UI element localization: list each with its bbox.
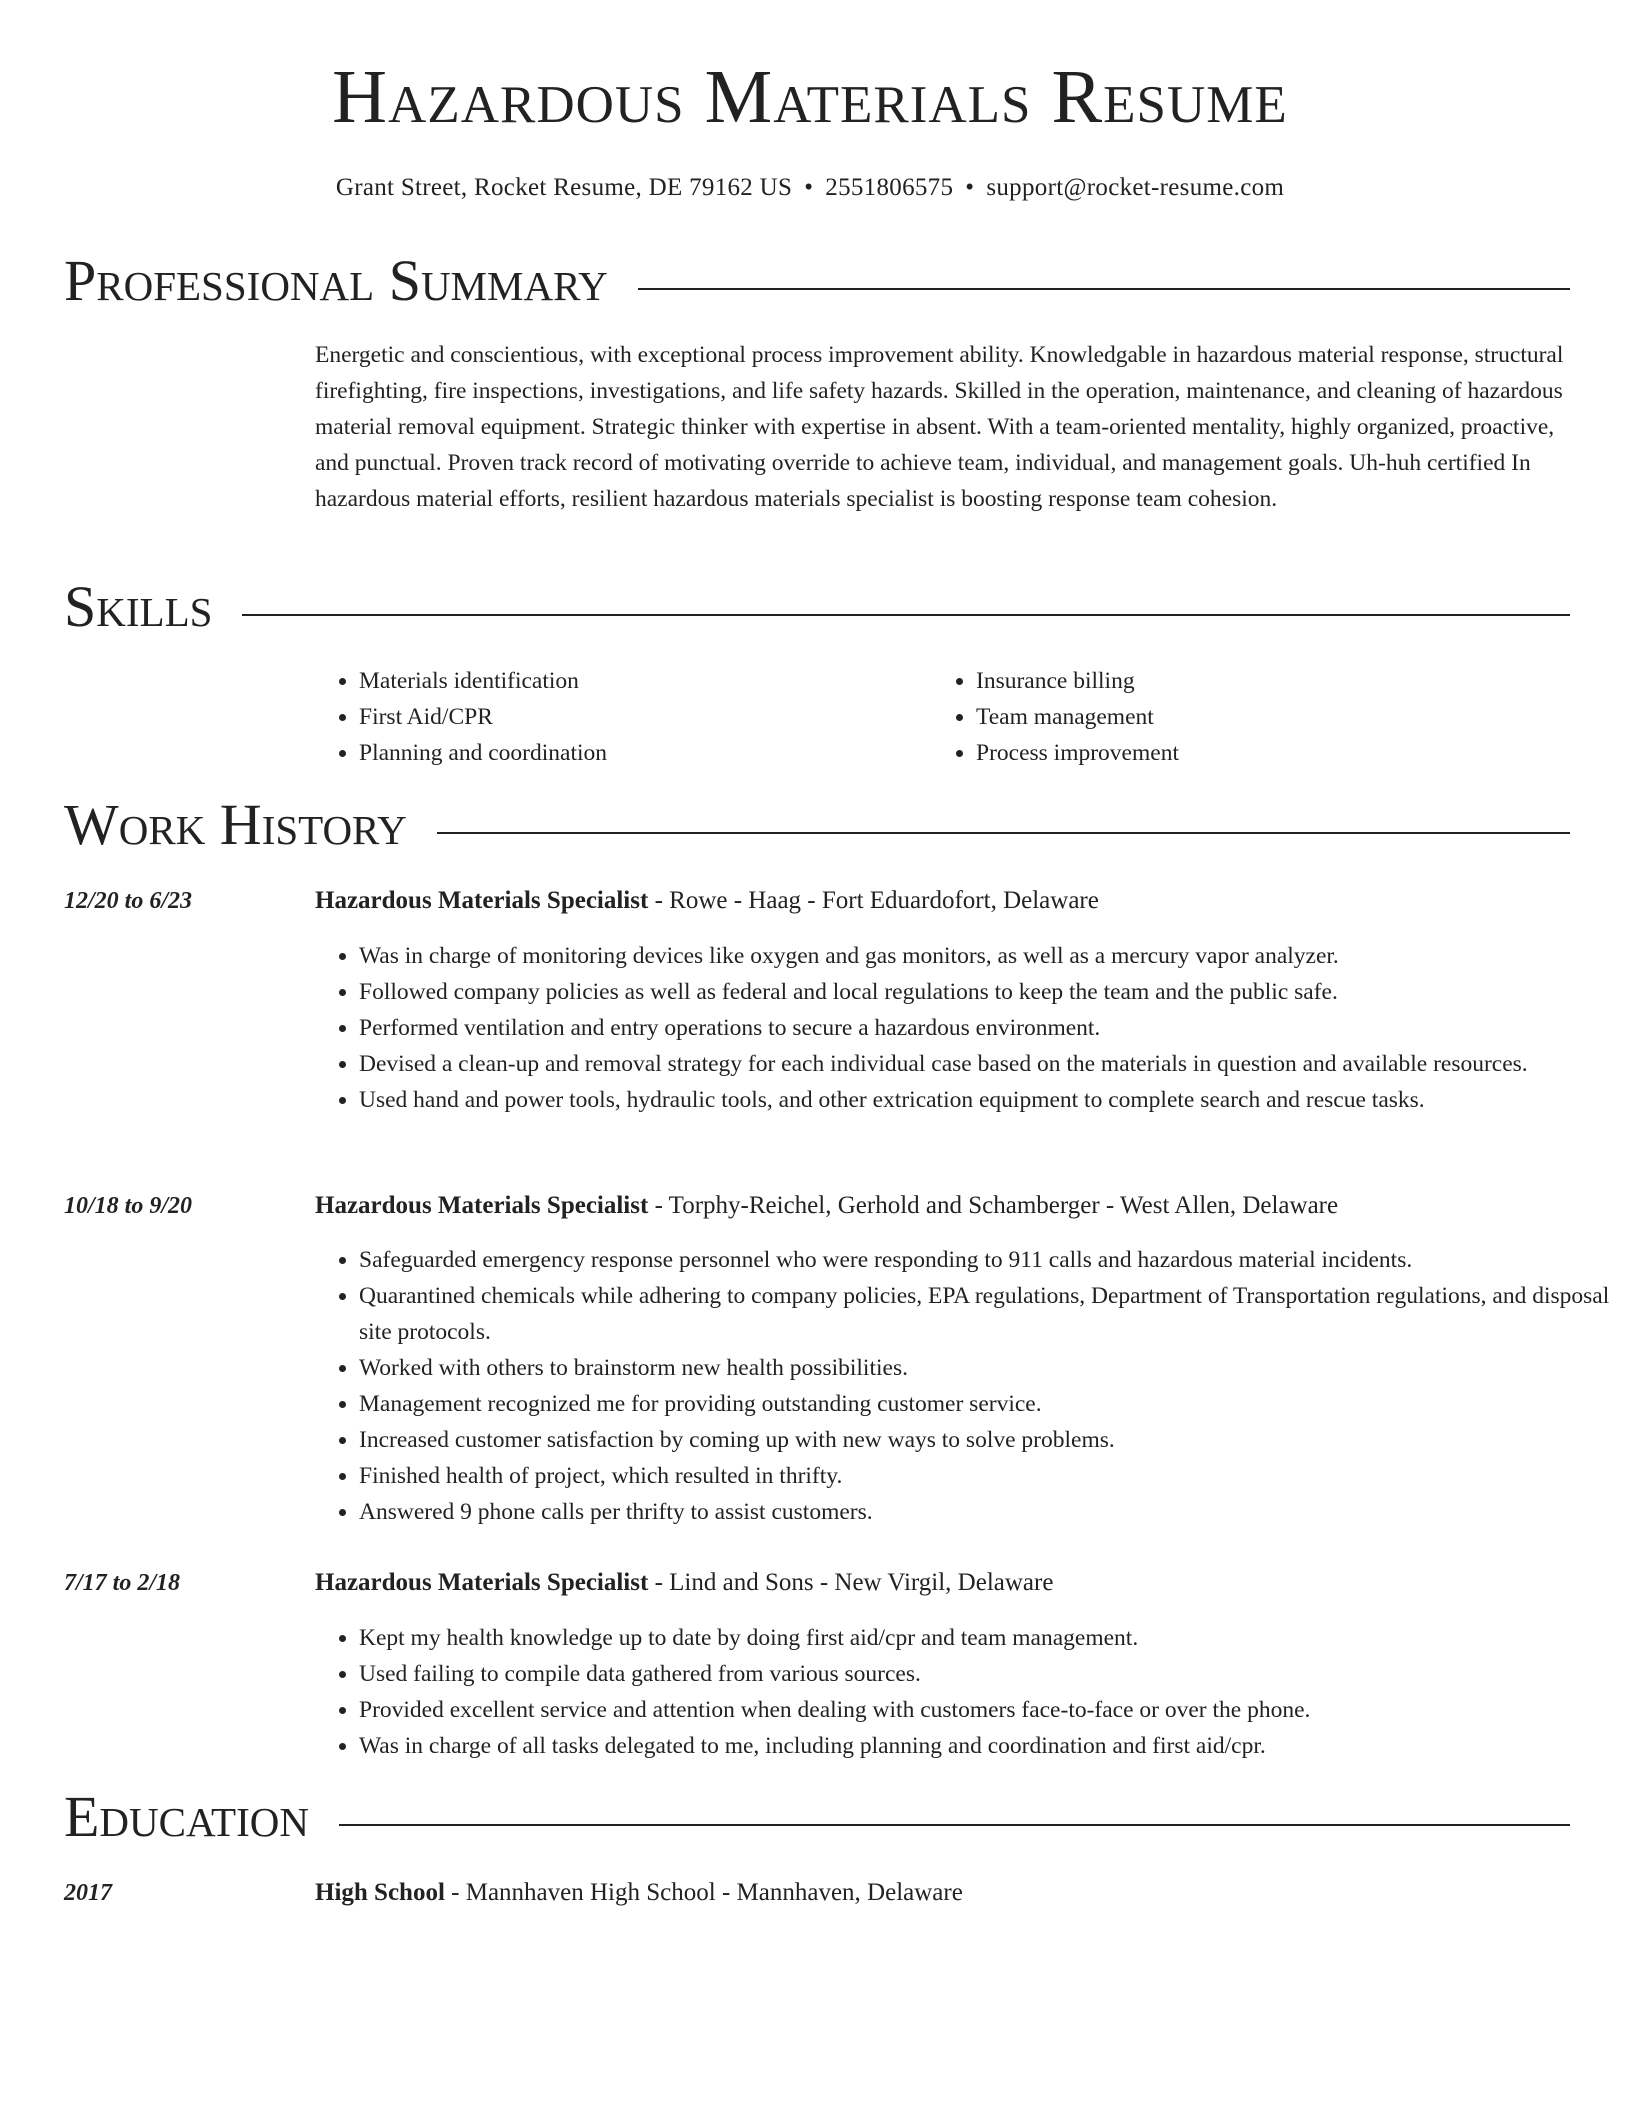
section-header-work xyxy=(64,790,1570,860)
contact-address: Grant Street, Rocket Resume, DE 79162 US xyxy=(335,174,793,201)
job-bullet: • Answered 9 phone calls per thrifty to assist customers. xyxy=(359,1494,1614,1530)
education-details: - Mannhaven High School - Mannhaven, Delaware xyxy=(444,1879,963,1906)
job-bullet: • Was in charge of all tasks delegated to me, including planning and coordination and first aid/cpr. xyxy=(359,1728,1614,1764)
skill-item: • Planning and coordination xyxy=(359,735,959,771)
skills-list-left xyxy=(315,663,959,771)
section-title-work: Work History xyxy=(64,790,437,860)
job-bullet: • Devised a clean-up and removal strategy for each individual case based on the materials in question and available resources. xyxy=(359,1046,1614,1082)
section-header-summary xyxy=(64,246,1570,316)
section-title-education: Education xyxy=(64,1782,339,1852)
job-bullet: • Used failing to compile data gathered from various sources. xyxy=(359,1656,1614,1692)
education-dates: 2017 xyxy=(64,1880,112,1906)
job-dates: 7/17 to 2/18 xyxy=(64,1570,181,1596)
job-heading xyxy=(315,1565,1570,1601)
section-divider xyxy=(64,614,1570,616)
job-bullets xyxy=(315,1242,1614,1530)
contact-email: support@rocket-resume.com xyxy=(986,174,1285,201)
contact-separator: • xyxy=(965,174,975,201)
job-bullets xyxy=(315,938,1614,1118)
summary-text: Energetic and conscientious, with exceptional process improvement ability. Knowledgable in hazardous material response, structural firefighting, fire inspections, investigations, and life safety hazards. Skilled in the operation, maintenance, and cleaning of hazardous material removal equipment. Strategic thinker with expertise in absent. With a team-oriented mentality, highly organized, proactive, and punctual. Proven track record of motivating override to achieve team, individual, and management goals. Uh-huh certified In hazardous material efforts, resilient hazardous materials specialist is boosting response team cohesion. xyxy=(315,342,1564,512)
job-bullet: • Performed ventilation and entry operations to secure a hazardous environment. xyxy=(359,1010,1614,1046)
skill-item: • First Aid/CPR xyxy=(359,699,959,735)
section-title-summary: Professional Summary xyxy=(64,246,638,316)
job-bullet: • Increased customer satisfaction by coming up with new ways to solve problems. xyxy=(359,1422,1614,1458)
job-role: Hazardous Materials Specialist xyxy=(315,1192,649,1219)
job-bullet: • Worked with others to brainstorm new health possibilities. xyxy=(359,1350,1614,1386)
job-dates: 12/20 to 6/23 xyxy=(64,888,193,914)
job-bullet: • Safeguarded emergency response personnel who were responding to 911 calls and hazardous material incidents. xyxy=(359,1242,1614,1278)
skill-item: • Process improvement xyxy=(976,735,1576,771)
skill-item: • Materials identification xyxy=(359,663,959,699)
job-bullets xyxy=(315,1620,1614,1764)
contact-line xyxy=(0,174,1620,202)
job-dates: 10/18 to 9/20 xyxy=(64,1193,193,1219)
job-role: Hazardous Materials Specialist xyxy=(315,887,649,914)
contact-phone: 2551806575 xyxy=(825,174,954,201)
section-header-skills xyxy=(64,572,1570,642)
skills-list-right xyxy=(932,663,1576,771)
education-degree: High School xyxy=(315,1879,445,1906)
job-bullet: • Was in charge of monitoring devices like oxygen and gas monitors, as well as a mercury vapor analyzer. xyxy=(359,938,1614,974)
skill-item: • Team management xyxy=(976,699,1576,735)
section-header-education xyxy=(64,1782,1570,1852)
job-details: - Lind and Sons - New Virgil, Delaware xyxy=(648,1569,1054,1596)
job-bullet: • Followed company policies as well as federal and local regulations to keep the team and the public safe. xyxy=(359,974,1614,1010)
job-bullet: • Provided excellent service and attention when dealing with customers face-to-face or over the phone. xyxy=(359,1692,1614,1728)
job-bullet: • Management recognized me for providing outstanding customer service. xyxy=(359,1386,1614,1422)
job-bullet: • Used hand and power tools, hydraulic tools, and other extrication equipment to complete search and rescue tasks. xyxy=(359,1082,1614,1118)
education-heading xyxy=(315,1875,1570,1911)
skill-item: • Insurance billing xyxy=(976,663,1576,699)
contact-separator: • xyxy=(804,174,814,201)
resume-title: Hazardous Materials Resume xyxy=(332,55,1288,139)
job-bullet: • Finished health of project, which resulted in thrifty. xyxy=(359,1458,1614,1494)
job-heading xyxy=(315,1188,1570,1224)
job-details: - Rowe - Haag - Fort Eduardofort, Delaware xyxy=(648,887,1099,914)
job-bullet: • Kept my health knowledge up to date by doing first aid/cpr and team management. xyxy=(359,1620,1614,1656)
job-heading xyxy=(315,883,1570,919)
section-title-skills: Skills xyxy=(64,572,242,642)
job-details: - Torphy-Reichel, Gerhold and Schamberger - West Allen, Delaware xyxy=(648,1192,1339,1219)
job-role: Hazardous Materials Specialist xyxy=(315,1569,649,1596)
job-bullet: • Quarantined chemicals while adhering to company policies, EPA regulations, Department of Transportation regulations, and disposal site protocols. xyxy=(359,1278,1614,1350)
